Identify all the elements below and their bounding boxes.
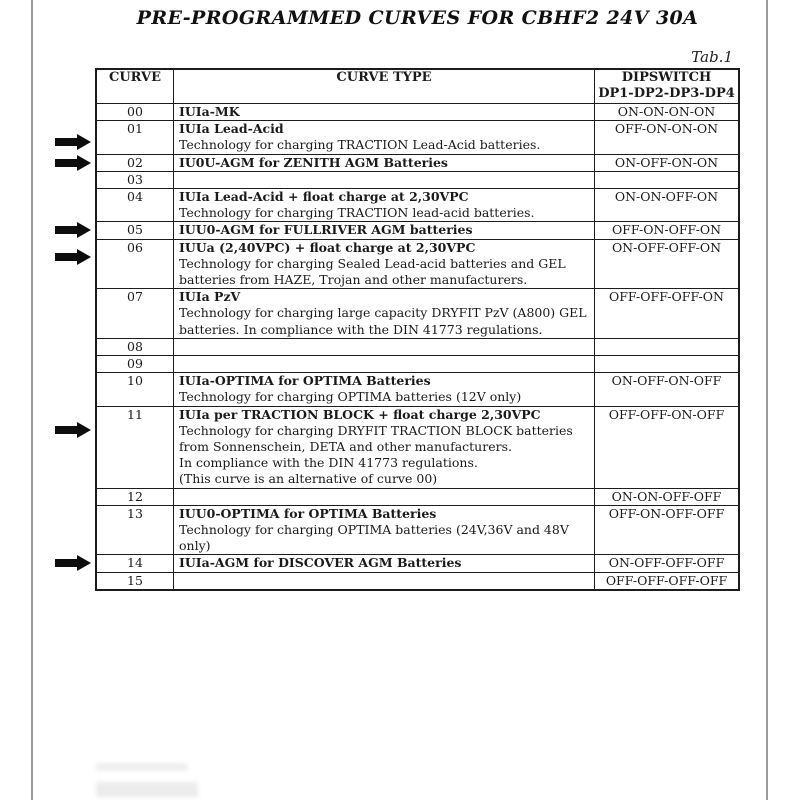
table-row: [97, 154, 738, 171]
header-curve-type: CURVE TYPE: [174, 70, 595, 103]
dipswitch-cell: ON-ON-OFF-OFF: [611, 488, 722, 504]
table-row: [97, 338, 738, 355]
arrow-marker-icon: [55, 422, 91, 438]
table-caption: Tab.1: [691, 48, 733, 66]
curve-name: IUIa per TRACTION BLOCK + float charge 2,30VPC: [179, 406, 541, 422]
curve-description-line: Technology for charging OPTIMA batteries (12V only): [179, 389, 522, 405]
table-row: [97, 505, 738, 555]
table-row: [97, 372, 738, 405]
curve-number-cell: 08: [97, 339, 174, 355]
curve-number-cell: 12: [97, 489, 174, 505]
dipswitch-cell: [595, 356, 738, 372]
curve-number-cell: 04: [97, 189, 174, 221]
curve-number-cell: 02: [97, 155, 174, 171]
curve-description-line: Technology for charging TRACTION Lead-Acid batteries.: [179, 137, 541, 153]
curves-table-body: [97, 103, 738, 589]
curve-description-line: Technology for charging DRYFIT TRACTION BLOCK batteries: [179, 422, 573, 438]
table-header-row: [97, 70, 738, 103]
scan-bleed-mark: [96, 763, 188, 771]
dipswitch-cell: OFF-ON-OFF-OFF: [608, 505, 725, 521]
table-row: [97, 188, 738, 221]
curve-number-cell: 10: [97, 373, 174, 405]
table-row: [97, 572, 738, 589]
scan-bleed-mark: [96, 782, 198, 797]
arrow-marker-icon: [55, 155, 91, 171]
curve-type-cell: [174, 555, 595, 571]
page-title: PRE-PROGRAMMED CURVES FOR CBHF2 24V 30A: [136, 7, 699, 29]
curve-type-cell: [174, 407, 595, 488]
page-edge-right: [766, 0, 768, 800]
curve-number-cell: 13: [97, 506, 174, 555]
curve-description-line: only): [179, 538, 211, 554]
table-row: [97, 120, 738, 153]
table-row: [97, 488, 738, 505]
table-row: [97, 406, 738, 488]
table-row: [97, 355, 738, 372]
header-curve: CURVE: [97, 70, 174, 103]
curve-type-cell: [174, 289, 595, 338]
curve-description-line: from Sonnenschein, DETA and other manufacturers.: [179, 439, 512, 455]
dipswitch-cell: ON-ON-ON-ON: [617, 104, 716, 119]
curve-name: IUIa Lead-Acid + float charge at 2,30VPC: [179, 189, 469, 205]
dipswitch-cell: OFF-OFF-OFF-OFF: [605, 572, 728, 588]
curve-name: IUIa-OPTIMA for OPTIMA Batteries: [179, 373, 431, 389]
curve-type-cell: [174, 573, 595, 589]
header-dipswitch-line2: DP1-DP2-DP3-DP4: [598, 86, 735, 102]
dipswitch-cell: ON-OFF-OFF-OFF: [608, 555, 725, 571]
header-dipswitch-line1: DIPSWITCH: [621, 70, 712, 85]
curve-type-cell: [174, 356, 595, 372]
curve-number-cell: 09: [97, 356, 174, 372]
curve-name: IUUa (2,40VPC) + float charge at 2,30VPC: [179, 239, 476, 255]
curve-name: IUIa-AGM for DISCOVER AGM Batteries: [179, 555, 462, 571]
curve-description-line: Technology for charging OPTIMA batteries (24V,36V and 48V: [179, 522, 569, 538]
curve-type-cell: [174, 104, 595, 120]
dipswitch-cell: [595, 172, 738, 188]
table-row: [97, 239, 738, 289]
curve-name: IU0U-AGM for ZENITH AGM Batteries: [179, 154, 448, 170]
curve-description-line: Technology for charging Sealed Lead-acid batteries and GEL: [179, 255, 566, 271]
dipswitch-cell: OFF-ON-OFF-ON: [611, 222, 722, 238]
curve-type-cell: [174, 506, 595, 555]
curve-type-cell: [174, 189, 595, 221]
curve-type-cell: [174, 240, 595, 289]
curve-number-cell: 01: [97, 121, 174, 153]
dipswitch-cell: [595, 339, 738, 355]
table-row: [97, 221, 738, 238]
dipswitch-cell: ON-OFF-ON-OFF: [611, 373, 722, 389]
curve-name: IUU0-OPTIMA for OPTIMA Batteries: [179, 505, 437, 521]
arrow-marker-icon: [55, 249, 91, 265]
curve-number-cell: 14: [97, 555, 174, 571]
arrow-marker-icon: [55, 555, 91, 571]
header-dipswitch: [595, 70, 738, 103]
arrow-marker-icon: [55, 134, 91, 150]
curve-type-cell: [174, 222, 595, 238]
curve-type-cell: [174, 339, 595, 355]
curve-type-cell: [174, 155, 595, 171]
curve-name: IUIa PzV: [179, 289, 241, 305]
curve-name: IUIa-MK: [179, 104, 240, 119]
curve-number-cell: 03: [97, 172, 174, 188]
curve-name: IUU0-AGM for FULLRIVER AGM batteries: [179, 222, 473, 238]
curve-number-cell: 11: [97, 407, 174, 488]
curve-description-line: Technology for charging large capacity DRYFIT PzV (A800) GEL: [179, 305, 587, 321]
table-row: [97, 288, 738, 338]
curve-number-cell: 00: [97, 104, 174, 120]
curve-number-cell: 05: [97, 222, 174, 238]
dipswitch-cell: OFF-OFF-OFF-ON: [609, 289, 724, 305]
dipswitch-cell: ON-OFF-ON-ON: [614, 154, 719, 170]
table-row: [97, 103, 738, 120]
curve-description-line: Technology for charging TRACTION lead-acid batteries.: [179, 205, 535, 221]
curves-table: [95, 68, 740, 591]
curve-name: IUIa Lead-Acid: [179, 121, 284, 137]
dipswitch-cell: ON-OFF-OFF-ON: [611, 239, 722, 255]
dipswitch-cell: OFF-ON-ON-ON: [614, 121, 719, 137]
table-row: [97, 171, 738, 188]
curve-number-cell: 15: [97, 573, 174, 589]
page-edge-left: [31, 0, 33, 800]
arrow-marker-icon: [55, 222, 91, 238]
curve-description-line: batteries from HAZE, Trojan and other manufacturers.: [179, 272, 528, 288]
curve-description-line: (This curve is an alternative of curve 00): [179, 471, 438, 487]
curve-type-cell: [174, 121, 595, 153]
curve-description-line: batteries. In compliance with the DIN 41773 regulations.: [179, 321, 543, 337]
curve-type-cell: [174, 172, 595, 188]
dipswitch-cell: ON-ON-OFF-ON: [614, 189, 719, 205]
curve-number-cell: 07: [97, 289, 174, 338]
curve-type-cell: [174, 373, 595, 405]
curve-number-cell: 06: [97, 240, 174, 289]
table-row: [97, 554, 738, 571]
curve-description-line: In compliance with the DIN 41773 regulations.: [179, 455, 478, 471]
curve-type-cell: [174, 489, 595, 505]
dipswitch-cell: OFF-OFF-ON-OFF: [608, 406, 725, 422]
